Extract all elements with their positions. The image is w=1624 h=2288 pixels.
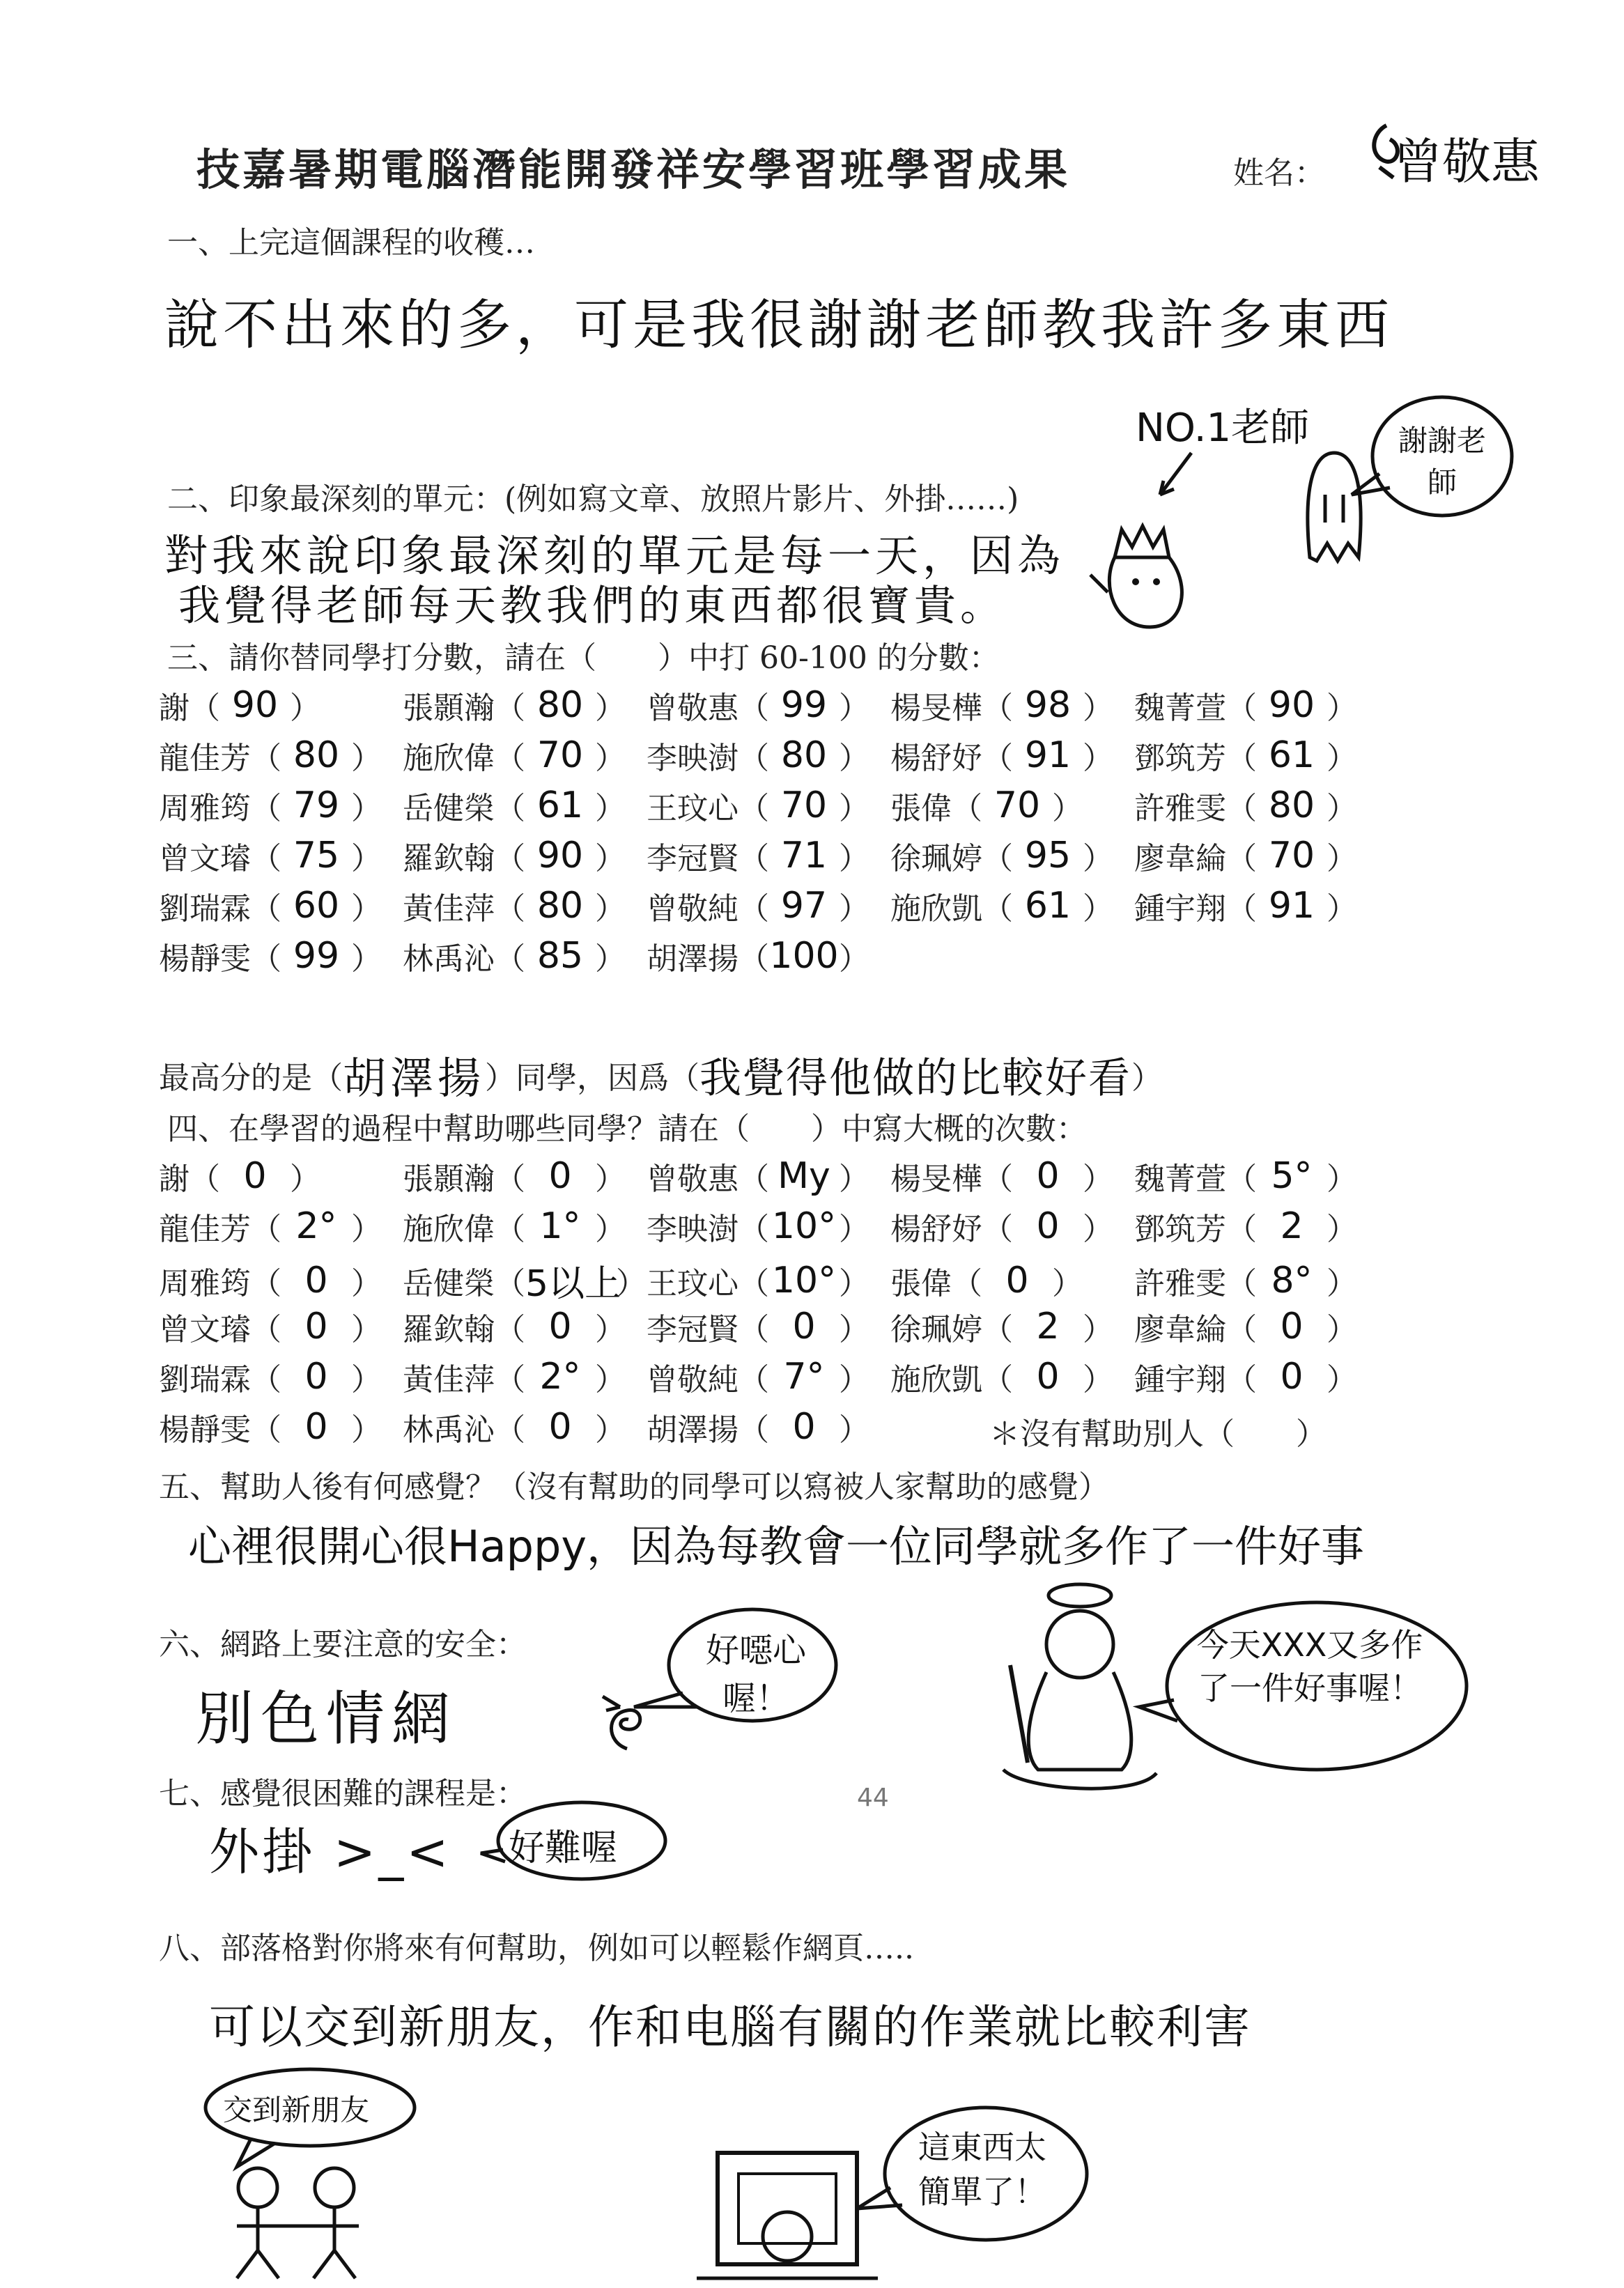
help-count-value[interactable]: 0 — [1005, 1259, 1029, 1301]
help-count-value[interactable]: 7° — [783, 1356, 825, 1398]
score-value[interactable]: 71 — [780, 835, 828, 876]
score-row — [159, 783, 1378, 828]
score-value[interactable]: 70 — [1268, 835, 1315, 876]
help-count-value[interactable]: 0 — [243, 1155, 267, 1197]
no1-teacher-note: NO.1老師 — [1136, 405, 1310, 451]
score-student-name: 李冠賢 — [647, 841, 738, 876]
score-student-name: 胡澤揚 — [647, 941, 738, 977]
score-value[interactable]: 97 — [780, 885, 828, 927]
help-count-entry: 許雅雯 （ 8° ） — [1134, 1259, 1357, 1301]
q7-prompt: 七、感覺很困難的課程是： — [159, 1776, 527, 1811]
help-count-student-name: 曾文璿 — [159, 1312, 251, 1347]
q4-prompt: 四、在學習的過程中幫助哪些同學？請在（ ）中寫大概的次數： — [167, 1111, 1087, 1147]
score-student-name: 楊靜雯 — [159, 941, 251, 977]
help-count-student-name: 施欣凱 — [890, 1362, 982, 1398]
q3-highest-prefix: 最高分的是（ — [159, 1060, 343, 1096]
page-mark: 44 — [857, 1784, 889, 1812]
help-count-value[interactable]: 8° — [1271, 1259, 1313, 1301]
help-count-row — [159, 1154, 1378, 1198]
help-count-entry: 曾敬惠 （ My ） — [647, 1155, 869, 1197]
help-count-value[interactable]: 5以上 — [525, 1263, 621, 1305]
help-count-value[interactable]: 1° — [539, 1205, 581, 1247]
q7-answer: 外掛 >_< — [209, 1823, 451, 1881]
help-count-entry: 林禹沁 （ 0 ） — [403, 1406, 626, 1448]
q3-highest-suffix: ） — [1131, 1060, 1163, 1096]
help-count-entry: 鍾宇翔 （ 0 ） — [1134, 1356, 1357, 1398]
help-count-value[interactable]: 0 — [548, 1306, 572, 1347]
q6-answer: 別色情網 — [195, 1685, 458, 1753]
q4-no-help: ＊沒有幫助別人（ ） — [989, 1416, 1327, 1452]
help-count-student-name: 廖韋綸 — [1134, 1312, 1226, 1347]
help-count-value[interactable]: 0 — [1036, 1155, 1060, 1197]
score-value[interactable]: 100 — [769, 935, 839, 977]
thanks-bubble-text: 謝謝老師 — [1398, 424, 1486, 500]
score-entry: 鄧筑芳 （ 61 ） — [1134, 734, 1357, 776]
help-count-entry: 張偉 （ 0 ） — [890, 1259, 1083, 1301]
help-count-student-name: 胡澤揚 — [647, 1412, 738, 1448]
help-count-entry: 施欣偉 （ 1° ） — [403, 1205, 626, 1247]
help-count-entry: 張顥瀚 （ 0 ） — [403, 1155, 626, 1197]
help-count-student-name: 曾敬純 — [647, 1362, 738, 1398]
score-entry: 許雅雯 （ 80 ） — [1134, 784, 1357, 826]
score-value[interactable]: 98 — [1024, 684, 1072, 726]
score-student-name: 周雅筠 — [159, 791, 251, 826]
score-entry: 龍佳芳 （ 80 ） — [159, 734, 382, 776]
score-value[interactable]: 91 — [1024, 734, 1072, 776]
arrow-icon — [1150, 446, 1205, 502]
score-student-name: 徐珮婷 — [890, 841, 982, 876]
score-value[interactable]: 85 — [536, 935, 584, 977]
score-student-name: 楊舒妤 — [890, 741, 982, 776]
score-entry: 曾敬純 （ 97 ） — [647, 885, 869, 927]
help-count-value[interactable]: 2° — [539, 1356, 581, 1398]
help-count-entry: 劉瑞霖 （ 0 ） — [159, 1356, 382, 1398]
q8-prompt: 八、部落格對你將來有何幫助，例如可以輕鬆作網頁….. — [159, 1931, 914, 1966]
score-student-name: 施欣凱 — [890, 891, 982, 927]
help-count-entry: 黃佳萍 （ 2° ） — [403, 1356, 626, 1398]
q2-answer-line1: 對我來說印象最深刻的單元是每一天，因為 — [164, 530, 1065, 581]
score-row — [159, 883, 1378, 928]
help-count-value[interactable]: My — [778, 1155, 830, 1197]
score-row — [159, 833, 1378, 878]
score-entry: 李冠賢 （ 71 ） — [647, 835, 869, 876]
help-count-student-name: 謝 — [159, 1161, 190, 1197]
score-student-name: 岳健榮 — [403, 791, 495, 826]
score-entry: 張顥瀚 （ 80 ） — [403, 684, 626, 726]
help-count-row — [159, 1254, 1378, 1306]
q5-prompt: 五、幫助人後有何感覺？（沒有幫助的同學可以寫被人家幫助的感覺） — [159, 1469, 1109, 1505]
swirl-doodle-icon — [599, 1686, 655, 1756]
score-entry: 周雅筠 （ 79 ） — [159, 784, 382, 826]
score-entry: 鍾宇翔 （ 91 ） — [1134, 885, 1357, 927]
score-student-name: 施欣偉 — [403, 741, 495, 776]
friends-bubble-text: 交到新朋友 — [223, 2093, 370, 2127]
q1-prompt: 一、上完這個課程的收穫… — [167, 225, 535, 261]
page-title: 技嘉暑期電腦潛能開發祥安學習班學習成果 — [196, 144, 1071, 195]
help-count-student-name: 周雅筠 — [159, 1265, 251, 1301]
score-value[interactable]: 70 — [536, 734, 584, 776]
q2-prompt: 二、印象最深刻的單元：(例如寫文章、放照片影片、外掛……) — [167, 481, 1019, 517]
score-entry: 劉瑞霖 （ 60 ） — [159, 885, 382, 927]
help-count-entry: 楊舒妤 （ 0 ） — [890, 1205, 1113, 1247]
help-count-student-name: 林禹沁 — [403, 1412, 495, 1448]
help-count-entry: 魏菁萱 （ 5° ） — [1134, 1155, 1357, 1197]
help-count-student-name: 張偉 — [890, 1265, 952, 1301]
score-entry: 岳健榮 （ 61 ） — [403, 784, 626, 826]
score-entry: 廖韋綸 （ 70 ） — [1134, 835, 1357, 876]
score-value[interactable]: 80 — [293, 734, 340, 776]
help-count-value[interactable]: 2 — [1280, 1205, 1304, 1247]
help-count-entry: 胡澤揚 （ 0 ） — [647, 1406, 869, 1448]
help-count-student-name: 魏菁萱 — [1134, 1161, 1226, 1197]
help-count-entry: 施欣凱 （ 0 ） — [890, 1356, 1113, 1398]
score-student-name: 李映澍 — [647, 741, 738, 776]
help-count-student-name: 楊旻樺 — [890, 1161, 982, 1197]
score-value[interactable]: 80 — [780, 734, 828, 776]
score-entry: 羅欽翰 （ 90 ） — [403, 835, 626, 876]
computer-doodle-icon — [697, 2146, 878, 2285]
score-value[interactable]: 80 — [536, 885, 584, 927]
help-count-value[interactable]: 0 — [792, 1406, 816, 1448]
score-entry: 魏菁萱 （ 90 ） — [1134, 684, 1357, 726]
q3-highest-name: 胡澤揚 — [343, 1053, 486, 1104]
help-count-row — [159, 1354, 1378, 1399]
q6-prompt: 六、網路上要注意的安全： — [159, 1627, 527, 1662]
help-count-entry: 王玟心 （ 10° ） — [647, 1259, 869, 1301]
student-name: 曾敬惠 — [1393, 133, 1540, 190]
help-count-student-name: 施欣偉 — [403, 1212, 495, 1247]
score-student-name: 劉瑞霖 — [159, 891, 251, 927]
score-value[interactable]: 90 — [536, 835, 584, 876]
help-count-value[interactable]: 0 — [304, 1356, 328, 1398]
help-count-student-name: 鄧筑芳 — [1134, 1212, 1226, 1247]
score-entry: 曾文璿 （ 75 ） — [159, 835, 382, 876]
help-count-value[interactable]: 0 — [792, 1306, 816, 1347]
score-student-name: 謝 — [159, 690, 190, 726]
q3-highest-reason: 我覺得他做的比較好看 — [699, 1053, 1132, 1103]
help-count-student-name: 鍾宇翔 — [1134, 1362, 1226, 1398]
angel-doodle-icon — [996, 1582, 1157, 1804]
q3-prompt: 三、請你替同學打分數，請在（ ）中打 60-100 的分數： — [167, 640, 1000, 676]
score-value[interactable]: 61 — [1268, 734, 1315, 776]
score-student-name: 王玟心 — [647, 791, 738, 826]
q3-highest-mid: ）同學，因爲（ — [485, 1060, 700, 1096]
help-count-row — [159, 1304, 1378, 1349]
score-entry: 黃佳萍 （ 80 ） — [403, 885, 626, 927]
help-count-value[interactable]: 5° — [1271, 1155, 1313, 1197]
help-count-row — [159, 1204, 1378, 1249]
score-row — [159, 683, 1378, 727]
help-count-value[interactable]: 2° — [295, 1205, 337, 1247]
help-count-value[interactable]: 0 — [548, 1406, 572, 1448]
help-count-entry: 李冠賢 （ 0 ） — [647, 1306, 869, 1347]
hard-bubble-text: 好難喔 — [509, 1827, 618, 1869]
score-entry: 曾敬惠 （ 99 ） — [647, 684, 869, 726]
score-value[interactable]: 90 — [231, 684, 279, 726]
score-value[interactable]: 60 — [293, 885, 340, 927]
score-student-name: 黃佳萍 — [403, 891, 495, 927]
score-value[interactable]: 99 — [293, 935, 340, 977]
score-student-name: 張偉 — [890, 791, 952, 826]
help-count-student-name: 王玟心 — [647, 1265, 738, 1301]
score-student-name: 廖韋綸 — [1134, 841, 1226, 876]
help-count-student-name: 龍佳芳 — [159, 1212, 251, 1247]
help-count-entry: 楊旻樺 （ 0 ） — [890, 1155, 1113, 1197]
creature-doodle-icon — [1087, 516, 1205, 634]
help-count-student-name: 楊舒妤 — [890, 1212, 982, 1247]
help-count-student-name: 許雅雯 — [1134, 1265, 1226, 1301]
help-count-entry: 謝 （ 0 ） — [159, 1155, 320, 1197]
score-entry: 徐珮婷 （ 95 ） — [890, 835, 1113, 876]
help-count-value[interactable]: 0 — [304, 1306, 328, 1347]
help-count-value[interactable]: 0 — [304, 1406, 328, 1448]
score-entry: 胡澤揚 （ 100 ） — [647, 935, 869, 977]
q5-answer: 心裡很開心很Happy，因為每教會一位同學就多作了一件好事 — [188, 1521, 1365, 1572]
help-count-row — [159, 1405, 890, 1449]
score-entry: 楊靜雯 （ 99 ） — [159, 935, 382, 977]
q3-highest-line — [159, 1044, 1162, 1106]
help-count-entry: 岳健榮 （ 5以上 ） — [403, 1254, 647, 1306]
help-count-entry: 廖韋綸 （ 0 ） — [1134, 1306, 1357, 1347]
help-count-value[interactable]: 0 — [1280, 1356, 1304, 1398]
score-student-name: 曾敬純 — [647, 891, 738, 927]
score-value[interactable]: 70 — [993, 784, 1041, 826]
score-value[interactable]: 75 — [293, 835, 340, 876]
score-value[interactable]: 61 — [1024, 885, 1072, 927]
q1-answer: 說不出來的多，可是我很謝謝老師教我許多東西 — [164, 294, 1394, 357]
score-entry: 林禹沁 （ 85 ） — [403, 935, 626, 977]
help-count-value[interactable]: 0 — [1036, 1205, 1060, 1247]
help-count-student-name: 岳健榮 — [403, 1265, 495, 1301]
help-count-entry: 鄧筑芳 （ 2 ） — [1134, 1205, 1357, 1247]
help-count-value[interactable]: 2 — [1036, 1306, 1060, 1347]
help-count-value[interactable]: 0 — [1280, 1306, 1304, 1347]
score-student-name: 龍佳芳 — [159, 741, 251, 776]
score-entry: 謝 （ 90 ） — [159, 684, 320, 726]
score-student-name: 曾文璿 — [159, 841, 251, 876]
score-value[interactable]: 80 — [1268, 784, 1315, 826]
help-count-entry: 周雅筠 （ 0 ） — [159, 1259, 382, 1301]
help-count-student-name: 劉瑞霖 — [159, 1362, 251, 1398]
help-count-student-name: 張顥瀚 — [403, 1161, 495, 1197]
help-count-student-name: 黃佳萍 — [403, 1362, 495, 1398]
help-count-value[interactable]: 0 — [1036, 1356, 1060, 1398]
score-student-name: 魏菁萱 — [1134, 690, 1226, 726]
score-row — [159, 733, 1378, 778]
score-value[interactable]: 80 — [536, 684, 584, 726]
help-count-student-name: 徐珮婷 — [890, 1312, 982, 1347]
easy-bubble-text: 這東西太簡單了！ — [918, 2128, 1046, 2211]
score-entry: 王玟心 （ 70 ） — [647, 784, 869, 826]
speech-bubble-left-text: 好噁心喔！ — [705, 1631, 806, 1718]
score-value[interactable]: 90 — [1268, 684, 1315, 726]
help-count-value[interactable]: 10° — [771, 1205, 837, 1247]
score-student-name: 楊旻樺 — [890, 690, 982, 726]
name-label: 姓名： — [1233, 155, 1325, 191]
name-doodle-icon — [1366, 118, 1407, 181]
help-count-entry: 曾敬純 （ 7° ） — [647, 1356, 869, 1398]
help-count-student-name: 李冠賢 — [647, 1312, 738, 1347]
score-entry: 施欣偉 （ 70 ） — [403, 734, 626, 776]
score-student-name: 張顥瀚 — [403, 690, 495, 726]
score-student-name: 許雅雯 — [1134, 791, 1226, 826]
score-value[interactable]: 61 — [536, 784, 584, 826]
q8-answer: 可以交到新朋友，作和电腦有關的作業就比較利害 — [209, 2000, 1251, 2054]
speech-bubble-right-text: 今天XXX又多作了一件好事喔！ — [1196, 1626, 1423, 1707]
score-student-name: 曾敬惠 — [647, 690, 738, 726]
help-count-student-name: 曾敬惠 — [647, 1161, 738, 1197]
score-entry: 張偉 （ 70 ） — [890, 784, 1083, 826]
score-student-name: 鄧筑芳 — [1134, 741, 1226, 776]
ghost-doodle-icon — [1296, 446, 1372, 571]
help-count-student-name: 楊靜雯 — [159, 1412, 251, 1448]
score-row — [159, 934, 890, 978]
score-entry: 李映澍 （ 80 ） — [647, 734, 869, 776]
score-value[interactable]: 70 — [780, 784, 828, 826]
help-count-entry: 楊靜雯 （ 0 ） — [159, 1406, 382, 1448]
help-count-student-name: 羅欽翰 — [403, 1312, 495, 1347]
two-friends-doodle-icon — [209, 2160, 390, 2285]
help-count-student-name: 李映澍 — [647, 1212, 738, 1247]
help-count-value[interactable]: 0 — [304, 1259, 328, 1301]
score-value[interactable]: 99 — [780, 684, 828, 726]
score-entry: 楊舒妤 （ 91 ） — [890, 734, 1113, 776]
help-count-entry: 徐珮婷 （ 2 ） — [890, 1306, 1113, 1347]
score-entry: 楊旻樺 （ 98 ） — [890, 684, 1113, 726]
score-entry: 施欣凱 （ 61 ） — [890, 885, 1113, 927]
help-count-entry: 曾文璿 （ 0 ） — [159, 1306, 382, 1347]
score-value[interactable]: 95 — [1024, 835, 1072, 876]
score-student-name: 羅欽翰 — [403, 841, 495, 876]
score-value[interactable]: 79 — [293, 784, 340, 826]
help-count-value[interactable]: 0 — [548, 1155, 572, 1197]
score-student-name: 鍾宇翔 — [1134, 891, 1226, 927]
help-count-value[interactable]: 10° — [771, 1259, 837, 1301]
q2-answer-line2: 我覺得老師每天教我們的東西都很寶貴。 — [178, 582, 1006, 631]
help-count-entry: 李映澍 （ 10° ） — [647, 1205, 869, 1247]
score-value[interactable]: 91 — [1268, 885, 1315, 927]
help-count-entry: 羅欽翰 （ 0 ） — [403, 1306, 626, 1347]
help-count-entry: 龍佳芳 （ 2° ） — [159, 1205, 382, 1247]
score-student-name: 林禹沁 — [403, 941, 495, 977]
